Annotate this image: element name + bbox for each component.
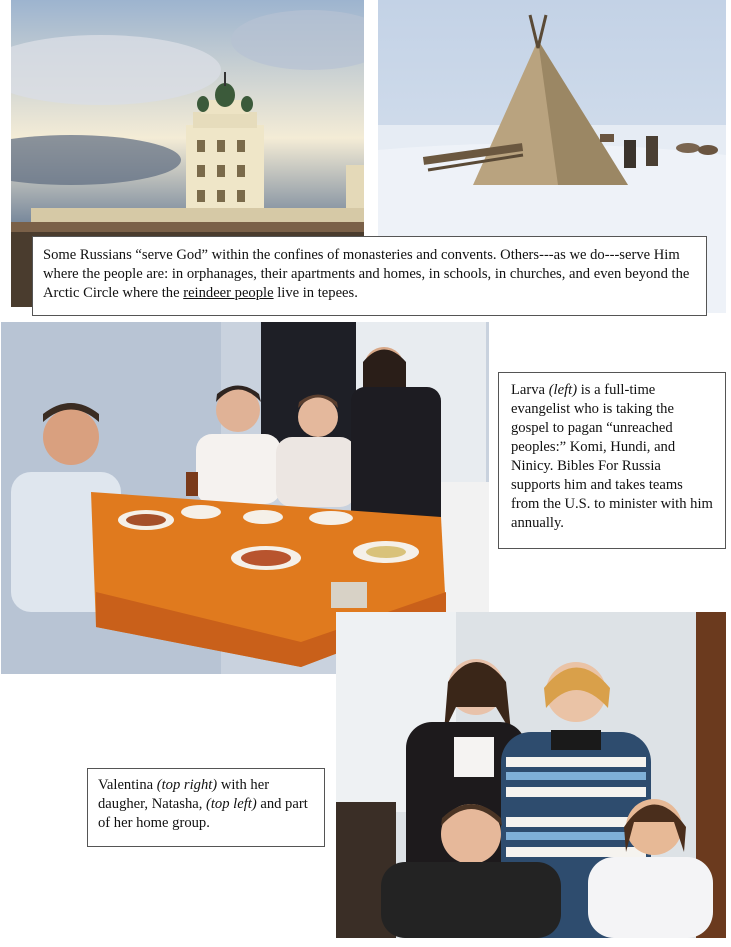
valentina-name: Valentina [98, 777, 157, 793]
position-note-top-right: (top right) [156, 777, 218, 793]
reindeer-people-link-text: reindeer people [183, 285, 274, 301]
position-note: (left) [548, 382, 578, 398]
bottom-caption [87, 768, 325, 847]
top-caption-text-end: live in tepees. [273, 285, 358, 301]
bottom-caption-text-1: with her daugher, Natasha, [98, 777, 270, 812]
middle-caption [498, 372, 726, 549]
top-caption [32, 236, 707, 316]
top-caption-text: Some Russians “serve God” within the confines of monasteries and convents. Others---as we do---serve Him where the people are: in orphanages, their apartments and homes, in schools, in churches, and even beyond the Arctic Circle where the [43, 247, 690, 301]
middle-caption-text: is a full-time evangelist who is taking the gospel to pagan “unreached peoples:” Komi, Hundi, and Ninicy. Bibles For Russia supports him and takes teams from the U.S. to minister with him annually. [511, 382, 713, 531]
bottom-caption-text-2: and part of her home group. [98, 796, 308, 831]
evangelist-name: Larva [511, 382, 549, 398]
home-group-photo [336, 612, 726, 938]
position-note-top-left: (top left) [206, 796, 257, 812]
